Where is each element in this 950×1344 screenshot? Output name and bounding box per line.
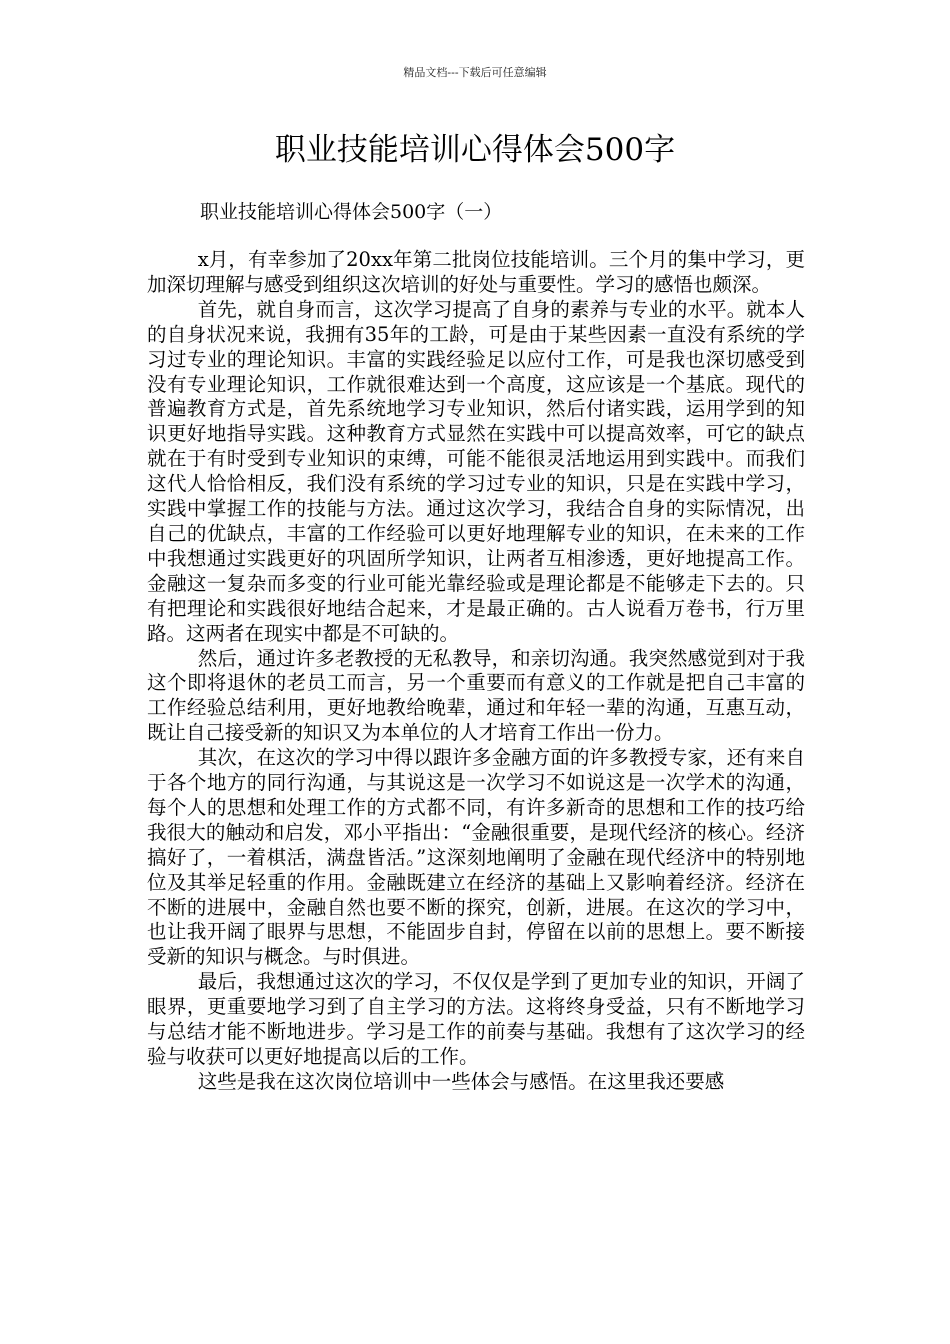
paragraph: x月，有幸参加了20xx年第二批岗位技能培训。三个月的集中学习，更加深切理解与感受到组织这次培训的好处与重要性。学习的感悟也颇深。: [147, 248, 805, 296]
paragraph: 最后，我想通过这次的学习，不仅仅是学到了更加专业的知识，开阔了眼界，更重要地学习到了自主学习的方法。这将终身受益，只有不断地学习与总结才能不断地进步。学习是工作的前奏与基础。我想有了这次学习的经验与收获可以更好地提高以后的工作。: [147, 970, 805, 1068]
paragraph: 首先，就自身而言，这次学习提高了自身的素养与专业的水平。就本人的自身状况来说，我拥有35年的工龄，可是由于某些因素一直没有系统的学习过专业的理论知识。丰富的实践经验足以应付工作，可是我也深切感受到没有专业理论知识，工作就很难达到一个高度，这应该是一个基底。现代的普遍教育方式是，首先系统地学习专业知识，然后付诸实践，运用学到的知识更好地指导实践。这种教育方式显然在实践中可以提高效率，可它的缺点就在于有时受到专业知识的束缚，可能不能很灵活地运用到实践中。而我们这代人恰恰相反，我们没有系统的学习过专业的知识，只是在实践中学习，实践中掌握工作的技能与方法。通过这次学习，我结合自身的实际情况，出自己的优缺点，丰富的工作经验可以更好地理解专业的知识，在未来的工作中我想通过实践更好的巩固所学知识，让两者互相渗透，更好地提高工作。金融这一复杂而多变的行业可能光靠经验或是理论都是不能够走下去的。只有把理论和实践很好地结合起来，才是最正确的。古人说看万卷书，行万里路。这两者在现实中都是不可缺的。: [147, 297, 805, 645]
paragraph: 这些是我在这次岗位培训中一些体会与感悟。在这里我还要感: [197, 1069, 725, 1093]
document-title: 职业技能培训心得体会500字: [274, 132, 676, 168]
page-header-note: 精品文档---下载后可任意编辑: [403, 66, 547, 79]
paragraph: 然后，通过许多老教授的无私教导，和亲切沟通。我突然感觉到对于我这个即将退休的老员工而言，另一个重要而有意义的工作就是把自己丰富的工作经验总结利用，更好地教给晚辈，通过和年轻一辈的沟通，互惠互动，既让自己接受新的知识又为本单位的人才培育工作出一份力。: [147, 646, 805, 745]
paragraph: 其次，在这次的学习中得以跟许多金融方面的许多教授专家，还有来自于各个地方的同行沟通，与其说这是一次学习不如说这是一次学术的沟通，每个人的思想和处理工作的方式都不同，有许多新奇的思想和工作的技巧给我很大的触动和启发，邓小平指出：“金融很重要，是现代经济的核心。经济搞好了，一着棋活，满盘皆活。”这深刻地阐明了金融在现代经济中的特别地位及其举足轻重的作用。金融既建立在经济的基础上又影响着经济。经济在不断的进展中，金融自然也要不断的探究，创新，进展。在这次的学习中，也让我开阔了眼界与思想，不能固步自封，停留在以前的思想上。要不断接受新的知识与概念。与时俱进。: [147, 746, 805, 969]
document-subtitle: 职业技能培训心得体会500字（一）: [200, 201, 503, 223]
document-body: [147, 248, 805, 1095]
